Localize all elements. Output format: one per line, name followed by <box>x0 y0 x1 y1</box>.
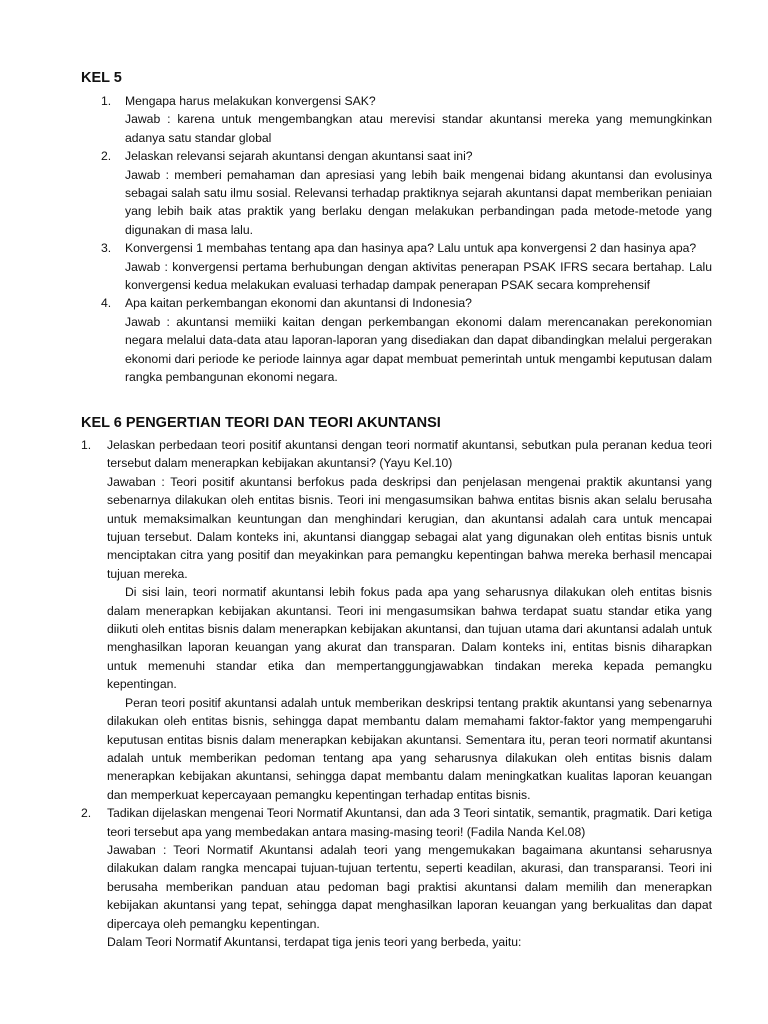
list-item <box>81 436 712 804</box>
item-number: 1. <box>81 438 92 452</box>
question-text: Jelaskan relevansi sejarah akuntansi dengan akuntansi saat ini? <box>125 149 473 164</box>
item-body <box>125 294 712 386</box>
item-number: 4. <box>101 296 112 311</box>
question-text: Apa kaitan perkembangan ekonomi dan akuntansi di Indonesia? <box>125 296 472 311</box>
question-text: Jelaskan perbedaan teori positif akuntansi dengan teori normatif akuntansi, sebutkan pula peranan kedua teori tersebut dalam menerapkan kebijakan akuntansi? (Yayu Kel.10) <box>107 438 712 471</box>
answer-text: Jawab : akuntansi memiiki kaitan dengan perkembangan ekonomi dalam merencanakan perekonomian negara melalui data-data atau laporan-laporan yang disediakan dan dapat dibandingkan melalui pergerakan ekonomi dari periode ke periode lainnya agar dapat membuat pemerintah untuk mengambi keputusan dalam rangka pembangunan ekonomi negara. <box>125 314 712 385</box>
answer-text: Jawab : karena untuk mengembangkan atau merevisi standar akuntansi mereka yang memungkinkan adanya satu standar global <box>125 112 712 145</box>
kel6-question-list <box>81 436 712 951</box>
question-text: Tadikan dijelaskan mengenai Teori Normatif Akuntansi, dan ada 3 Teori sintatik, semantik, pragmatik. Dari ketiga teori tersebut apa yang membedakan antara masing-masing teori! (Fadila Nanda Kel.08) <box>107 806 712 839</box>
list-item <box>81 804 712 951</box>
question-text: Mengapa harus melakukan konvergensi SAK? <box>125 94 376 108</box>
answer-paragraph: Di sisi lain, teori normatif akuntansi lebih fokus pada apa yang seharusnya dilakukan oleh entitas bisnis dalam menerapkan kebijakan akuntansi. Teori ini mengasumsikan bahwa terdapat suatu standar etika yang diikuti oleh entitas bisnis dalam menerapkan kebijakan akuntansi, dan tujuan utama dari akuntansi adalah untuk menghasilkan laporan keuangan yang akurat dan transparan. Dalam konteks ini, entitas bisnis diharapkan untuk memenuhi standar etika dan mempertanggungjawabkan tindakan mereka kepada pemangku kepentingan. <box>107 585 712 692</box>
kel5-question-list <box>81 92 712 387</box>
list-item <box>81 92 712 147</box>
answer-text: Jawab : memberi pemahaman dan apresiasi yang lebih baik mengenai bidang akuntansi dan evolusinya sebagai salah satu ilmu sosial. Relevansi terhadap praktiknya sejarah akuntansi dapat memberikan peniaian yang lebih baik atas praktik yang berlaku dengan melakukan perbandingan pada metode-metode yang digunakan di masa lalu. <box>125 167 712 237</box>
list-item <box>81 294 712 386</box>
item-number: 2. <box>101 149 112 164</box>
item-body <box>107 436 712 804</box>
item-number: 2. <box>81 806 92 821</box>
item-body <box>125 92 712 147</box>
question-text: Konvergensi 1 membahas tentang apa dan hasinya apa? Lalu untuk apa konvergensi 2 dan hasinya apa? <box>125 241 697 256</box>
answer-paragraph: Peran teori positif akuntansi adalah untuk memberikan deskripsi tentang praktik akuntansi yang sebenarnya dilakukan oleh entitas bisnis, sehingga dapat membantu dalam memahami faktor-faktor yang mempengaruhi keputusan entitas bisnis dalam menerapkan kebijakan akuntansi. Sementara itu, peran teori normatif akuntansi adalah untuk memberikan pedoman tentang apa yang seharusnya dilakukan oleh entitas bisnis dalam menerapkan kebijakan akuntansi, sehingga dapat membantu dalam meningkatkan kualitas laporan keuangan dan memperkuat kepercayaan pemangku kepentingan terhadap entitas bisnis. <box>107 695 712 802</box>
section-heading-kel6: KEL 6 PENGERTIAN TEORI DAN TEORI AKUNTANSI <box>81 415 441 431</box>
answer-paragraph: Jawaban : Teori Normatif Akuntansi adalah teori yang mengemukakan bagaimana akuntansi seharusnya dilakukan dalam rangka mencapai tujuan-tujuan tertentu, seperti keadilan, akurasi, dan transparansi. Teori ini berusaha memberikan panduan atau pedoman bagi praktisi akuntansi dalam memilih dan menerapkan kebijakan akuntansi yang tepat, sehingga dapat menghasilkan laporan keuangan yang berkualitas dan dapat dipercaya oleh pemangku kepentingan. <box>107 842 712 931</box>
list-item <box>81 239 712 294</box>
answer-paragraph: Dalam Teori Normatif Akuntansi, terdapat tiga jenis teori yang berbeda, yaitu: <box>107 934 522 949</box>
answer-text: Jawab : konvergensi pertama berhubungan dengan aktivitas penerapan PSAK IFRS secara bertahap. Lalu konvergensi kedua melakukan evaluasi terhadap dampak penerapan PSAK secara komprehensif <box>125 259 712 293</box>
item-body <box>125 239 712 294</box>
list-item <box>81 147 712 239</box>
item-number: 1. <box>101 94 112 108</box>
section-heading-kel5: KEL 5 <box>81 70 122 86</box>
item-number: 3. <box>101 241 112 256</box>
item-body <box>125 147 712 239</box>
item-body <box>107 804 712 951</box>
answer-paragraph: Jawaban : Teori positif akuntansi berfokus pada deskripsi dan penjelasan mengenai praktik akuntansi yang sebenarnya dilakukan oleh entitas bisnis. Teori ini mengasumsikan bahwa entitas bisnis akan selalu berusaha untuk memaksimalkan keuntungan dan menghindari kerugian, dan akuntansi adalah cara untuk mencapai tujuan tersebut. Dalam konteks ini, akuntansi dianggap sebagai alat yang digunakan oleh entitas bisnis untuk menciptakan citra yang positif dan meyakinkan para pemangku kepentingan bahwa mereka berhasil mencapai tujuan mereka. <box>107 474 712 581</box>
